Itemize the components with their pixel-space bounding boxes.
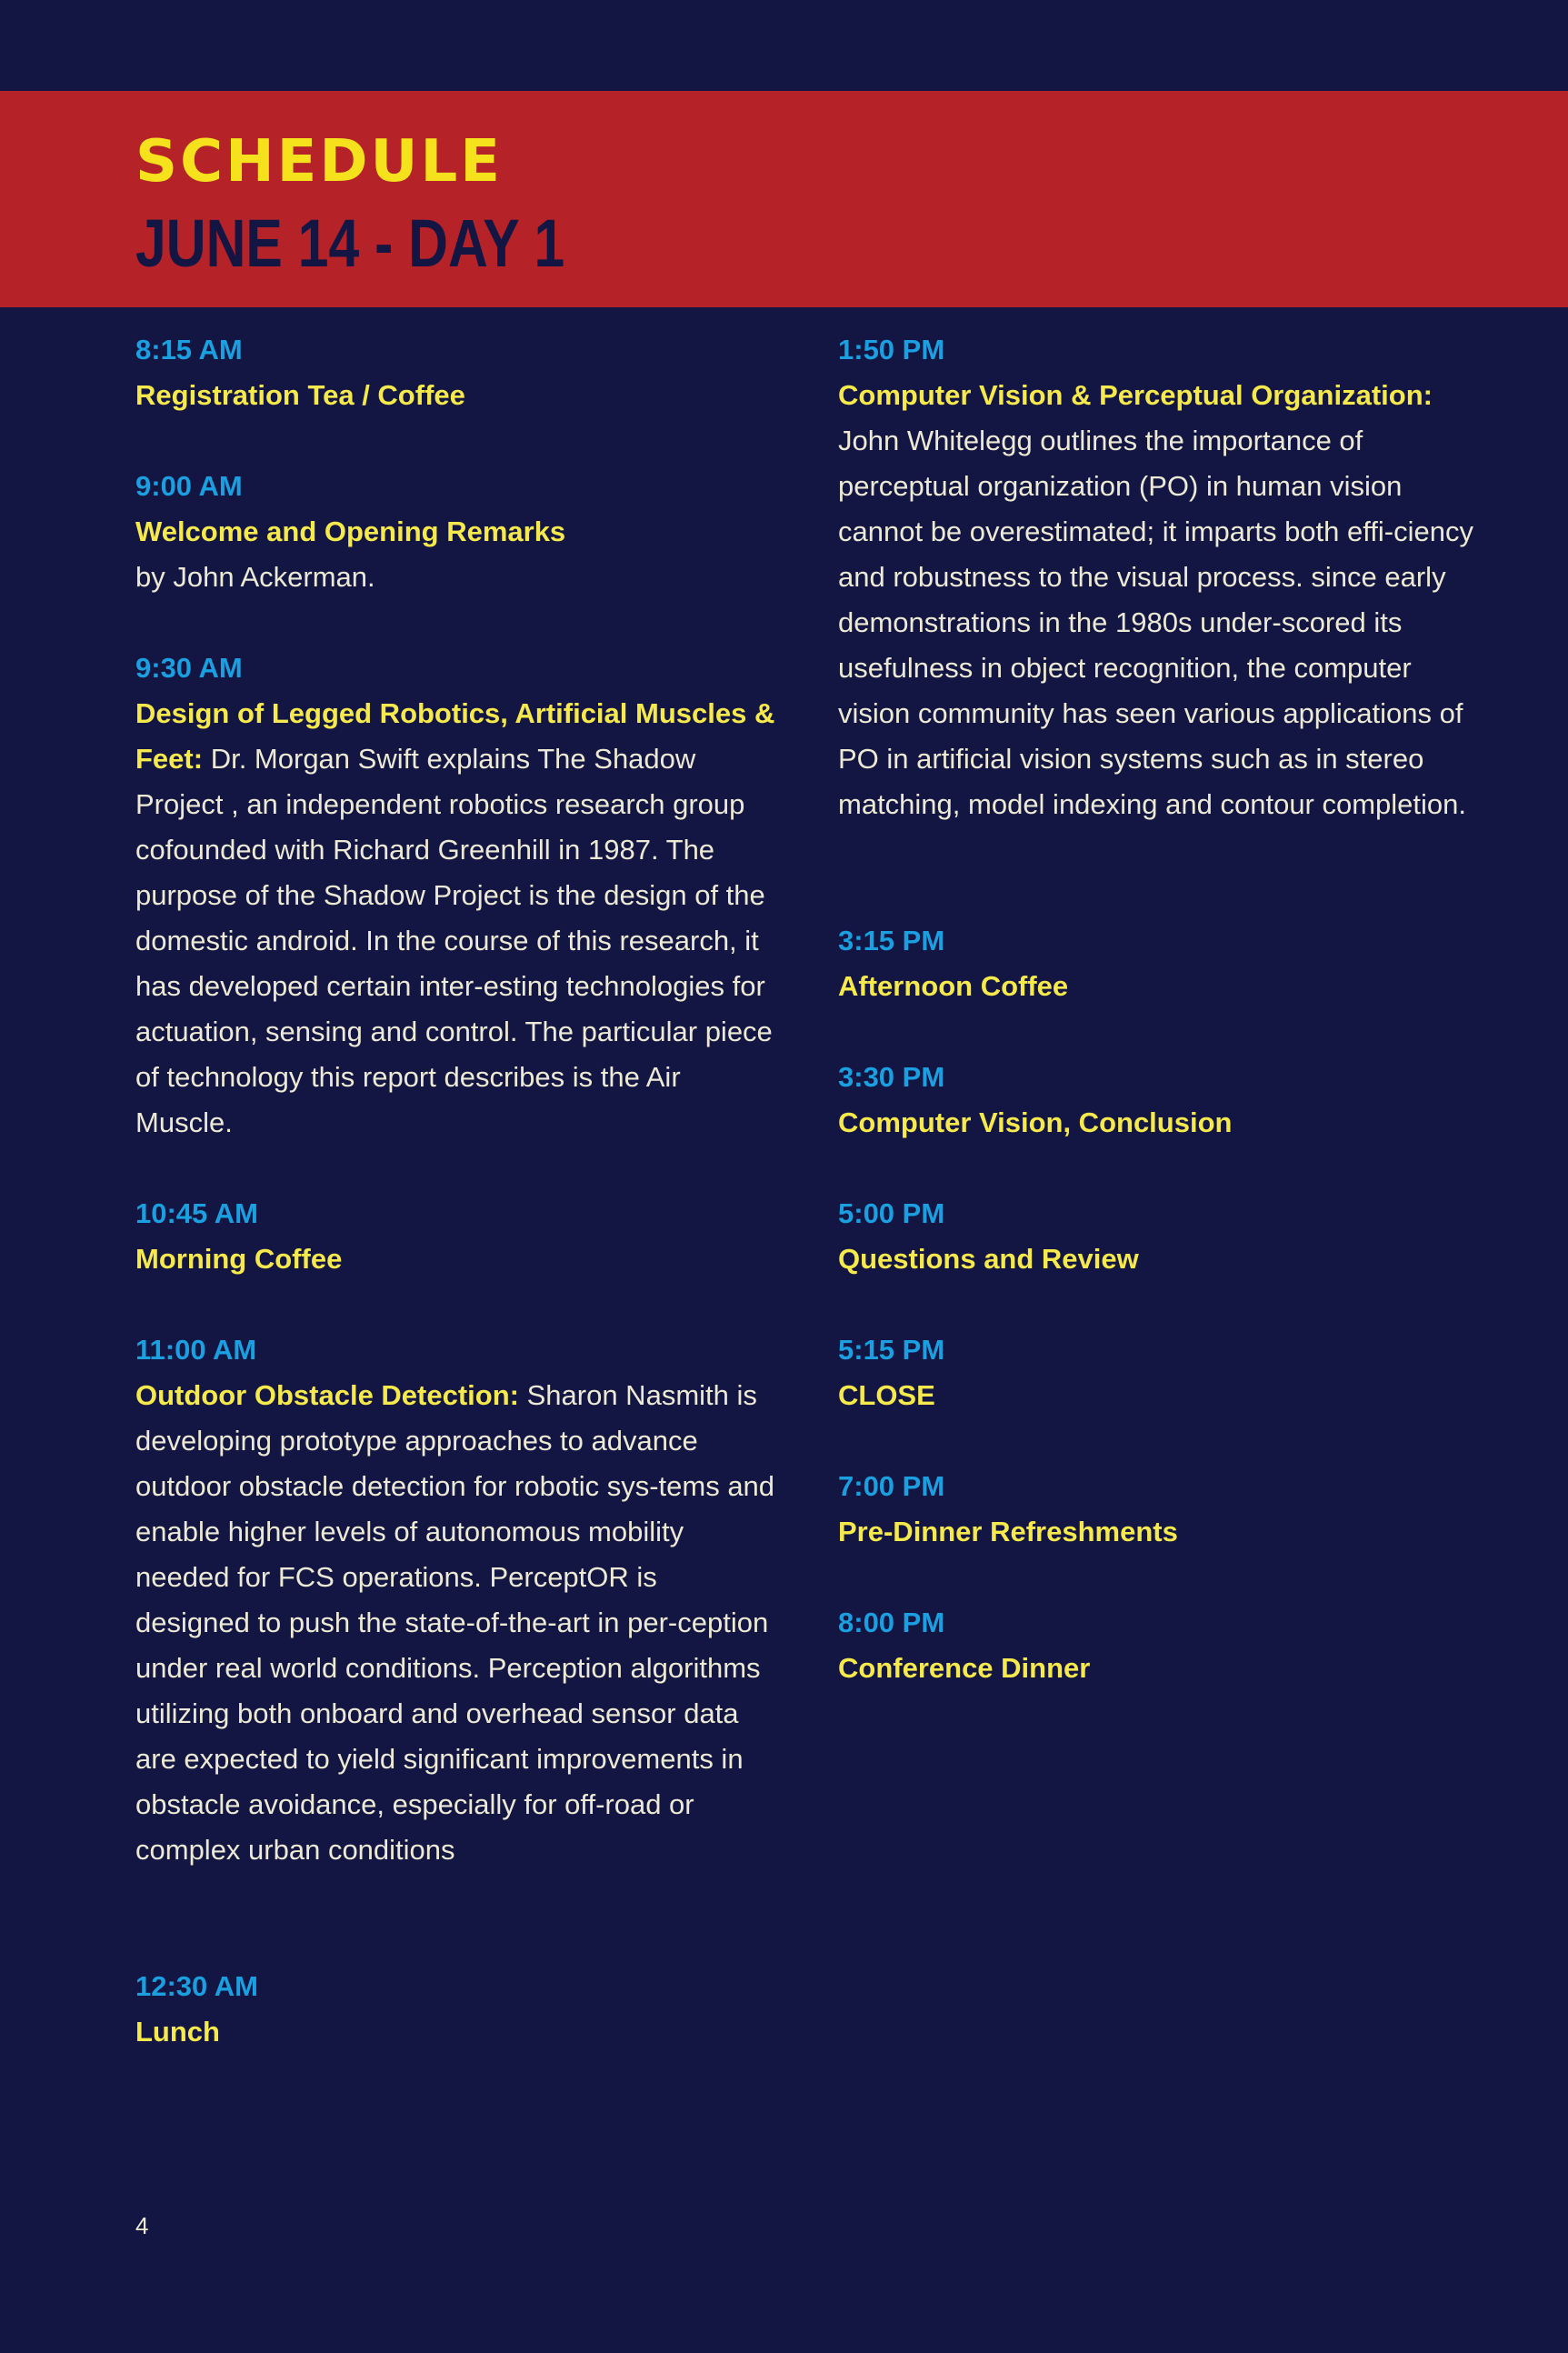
- entry-description: by John Ackerman.: [135, 561, 375, 593]
- schedule-entry: [135, 1191, 776, 1282]
- entry-time: 5:00 PM: [838, 1197, 945, 1229]
- entry-time: 8:00 PM: [838, 1607, 945, 1638]
- entry-description: John Whitelegg outlines the importance of perceptual organization (PO) in human vision cannot be overestimated; it imparts both effi-ciency and robustness to the visual process. since early demonstrations in the 1980s under-scored its usefulness in object recognition, the computer vision community has seen various applications of PO in artificial vision systems such as in stereo matching, model indexing and contour completion.: [838, 425, 1473, 820]
- entry-title: Morning Coffee: [135, 1243, 343, 1275]
- entry-description: Sharon Nasmith is developing prototype approaches to advance outdoor obstacle detection for robotic sys-tems and enable higher levels of autonomous mobility needed for FCS operations. PerceptOR is designed to push the state-of-the-art in per-ception under real world conditions. Perception algorithms utilizing both onboard and overhead sensor data are expected to yield significant improvements in obstacle avoidance, especially for off-road or complex urban conditions: [135, 1379, 775, 1866]
- entry-title: Computer Vision & Perceptual Organization:: [838, 379, 1433, 411]
- entry-title: Questions and Review: [838, 1243, 1139, 1275]
- entry-time: 12:30 AM: [135, 1970, 258, 2002]
- schedule-entry: [135, 327, 465, 418]
- schedule-entry: [135, 646, 776, 1146]
- date-heading: JUNE 14 - DAY 1: [135, 205, 565, 281]
- schedule-entry: [135, 1964, 776, 2055]
- entry-description: Dr. Morgan Swift explains The Shadow Project , an independent robotics research group cofounded with Richard Greenhill in 1987. The purpose of the Shadow Project is the design of the domestic android. In the course of this research, it has developed certain inter-esting technologies for actuation, sensing and control. The particular piece of technology this report describes is the Air Muscle.: [135, 743, 773, 1138]
- schedule-entry: [838, 1327, 1474, 1418]
- schedule-entry: [135, 1327, 776, 1873]
- schedule-entry: [838, 918, 1474, 1009]
- entry-title: Registration Tea / Coffee: [135, 379, 465, 411]
- entry-time: 7:00 PM: [838, 1470, 945, 1502]
- schedule-entry: [838, 1055, 1474, 1146]
- entry-title: Computer Vision, Conclusion: [838, 1106, 1233, 1138]
- entry-time: 10:45 AM: [135, 1197, 258, 1229]
- schedule-entry: [838, 1464, 1474, 1555]
- entry-title: Afternoon Coffee: [838, 970, 1069, 1002]
- entry-title: CLOSE: [838, 1379, 935, 1411]
- entry-time: 11:00 AM: [135, 1334, 257, 1366]
- entry-title: Welcome and Opening Remarks: [135, 516, 566, 547]
- page-number: 4: [135, 2212, 149, 2239]
- entry-title: Conference Dinner: [838, 1652, 1091, 1684]
- schedule-heading: SCHEDULE: [135, 128, 503, 195]
- entry-time: 9:00 AM: [135, 470, 243, 502]
- entry-time: 1:50 PM: [838, 334, 945, 365]
- entry-title: Lunch: [135, 2016, 220, 2048]
- entry-time: 9:30 AM: [135, 652, 243, 684]
- schedule-entry: [838, 1600, 1474, 1691]
- entry-time: 3:15 PM: [838, 925, 945, 956]
- entry-time: 8:15 AM: [135, 334, 243, 365]
- entry-title: Design of Legged Robotics, Artificial Muscles & Feet:: [135, 697, 775, 775]
- entry-title: Outdoor Obstacle Detection:: [135, 1379, 519, 1411]
- entry-time: 3:30 PM: [838, 1061, 945, 1093]
- schedule-entry: [838, 327, 1474, 827]
- schedule-entry: [135, 464, 776, 600]
- schedule-entry: [838, 1191, 1474, 1282]
- entry-time: 5:15 PM: [838, 1334, 945, 1366]
- entry-title: Pre-Dinner Refreshments: [838, 1516, 1178, 1547]
